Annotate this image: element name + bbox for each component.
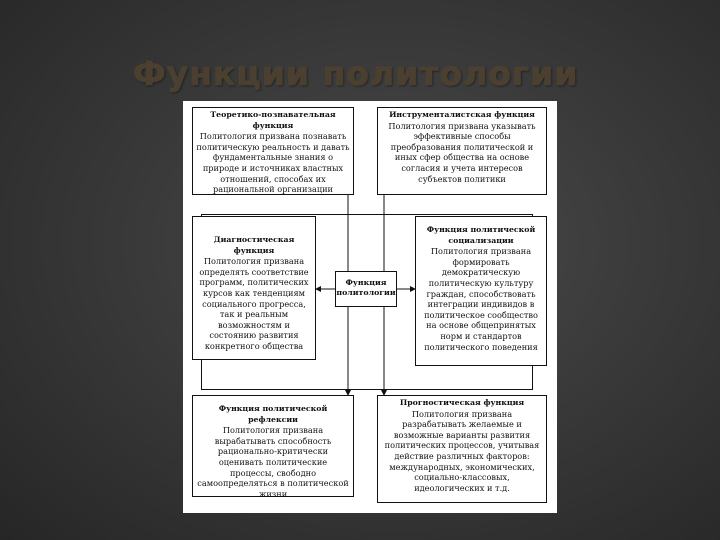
center-node: Функция политологии	[335, 271, 397, 307]
box-theoretical	[192, 107, 354, 195]
box-prognostic	[377, 395, 547, 503]
box-title: Диагностическая функция	[213, 235, 295, 255]
box-body: Политология призвана познавать политическую реальность и давать фундаментальные знания о природе и источниках властных отношений, способах их рациональной организации	[196, 131, 350, 195]
box-title: Функция политической рефлексии	[218, 404, 328, 424]
box-body: Политология призвана указывать эффективные способы преобразования политической и иных сфер общества на основе согласия и учета интересов субъектов политики	[388, 120, 536, 184]
box-body: Политология призвана определять соответствие программ, политических курсов как тенденциям социального прогресса, так и реальным возможностям и состоянию развития конкретного общества	[199, 256, 309, 351]
box-body: Политология призвана формировать демократическую политическую культуру граждан, способствовать интеграции индивидов в политическое сообщество на основе общепринятых норм и стандартов политического поведения	[424, 246, 538, 352]
box-title: Теоретико-познавательная функция	[210, 110, 336, 130]
box-body: Политология призвана вырабатывать способность рационально-критически оценивать политические процессы, свободно самоопределяться в политической жизни	[197, 425, 349, 499]
box-reflection	[192, 395, 354, 497]
box-title: Прогностическая функция	[399, 398, 525, 407]
box-body: Политология призвана разрабатывать желаемые и возможные варианты развития политических процессов, учитывая действие различных факторов: международных, экономических, социально-классовых, идеологических и т.д.	[384, 408, 540, 493]
box-diagnostic	[192, 216, 316, 360]
diagram-sheet	[183, 101, 557, 513]
box-title: Инструменталистская функция	[389, 110, 535, 119]
box-instrumental	[377, 107, 547, 195]
slide-title: Функции политологии	[133, 54, 579, 93]
box-socialization	[415, 216, 547, 366]
box-title: Функция политической социализации	[426, 225, 536, 245]
